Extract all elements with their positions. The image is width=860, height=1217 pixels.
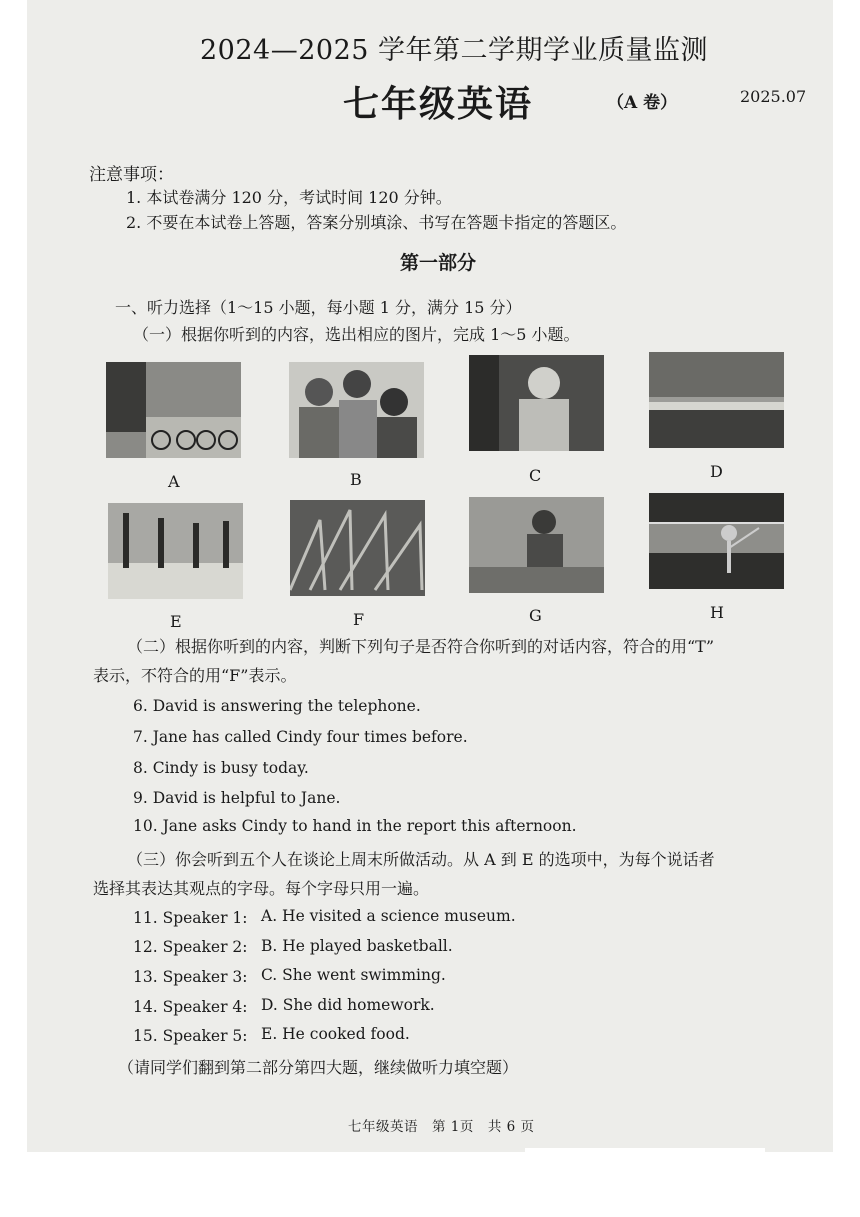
speaker-label: 15. Speaker 5:	[133, 1027, 248, 1045]
speaker-option: A. He visited a science museum.	[261, 907, 516, 925]
sub-instruction-1: （一）根据你听到的内容，选出相应的图片，完成 1～5 小题。	[133, 325, 580, 344]
picture-label: G	[529, 606, 542, 625]
sub-instruction-3: （三）你会听到五个人在谈论上周末所做活动。从 A 到 E 的选项中，为每个说话者	[127, 850, 715, 869]
speaker-option: D. She did homework.	[261, 996, 435, 1014]
tf-item: 8. Cindy is busy today.	[133, 759, 309, 777]
tf-item: 6. David is answering the telephone.	[133, 697, 421, 715]
picture-label: E	[170, 612, 182, 631]
sub-instruction-3-cont: 选择其表达其观点的字母。每个字母只用一遍。	[93, 879, 430, 898]
speaker-option: B. He played basketball.	[261, 937, 453, 955]
exam-date: 2025.07	[740, 87, 807, 106]
notes-heading: 注意事项：	[89, 165, 174, 185]
picture-c-girl	[469, 355, 604, 451]
tf-item: 7. Jane has called Cindy four times before.	[133, 728, 468, 746]
section-heading: 一、听力选择（1～15 小题，每小题 1 分，满分 15 分）	[115, 298, 522, 317]
paper-volume: （A 卷）	[607, 93, 678, 113]
picture-d-field	[649, 352, 784, 448]
note-item: 1. 本试卷满分 120 分，考试时间 120 分钟。	[126, 188, 452, 207]
part-title: 第一部分	[400, 252, 477, 274]
picture-e-trees	[108, 503, 243, 599]
speaker-label: 13. Speaker 3:	[133, 968, 248, 986]
sub-instruction-2: （二）根据你听到的内容，判断下列句子是否符合你听到的对话内容，符合的用“T”	[127, 637, 715, 656]
speaker-label: 14. Speaker 4:	[133, 998, 248, 1016]
speaker-label: 11. Speaker 1:	[133, 909, 248, 927]
picture-label: F	[353, 610, 365, 629]
subject-title: 七年级英语	[343, 83, 534, 125]
tf-item: 10. Jane asks Cindy to hand in the report this afternoon.	[133, 817, 577, 835]
picture-a-cycling	[106, 362, 241, 458]
picture-label: D	[710, 462, 723, 481]
picture-b-friends	[289, 362, 424, 458]
sub-instruction-2-cont: 表示，不符合的用“F”表示。	[93, 666, 297, 685]
speaker-label: 12. Speaker 2:	[133, 938, 248, 956]
tf-item: 9. David is helpful to Jane.	[133, 789, 341, 807]
scan-edge	[525, 1148, 765, 1156]
speaker-option: C. She went swimming.	[261, 966, 446, 984]
listening-note: （请同学们翻到第二部分第四大题，继续做听力填空题）	[118, 1058, 519, 1077]
picture-f-grass	[290, 500, 425, 596]
note-item: 2. 不要在本试卷上答题，答案分别填涂、书写在答题卡指定的答题区。	[126, 213, 627, 232]
exam-title: 2024—2025 学年第二学期学业质量监测	[200, 35, 709, 66]
picture-label: H	[710, 603, 724, 622]
picture-h-badminton	[649, 493, 784, 589]
picture-label: B	[350, 470, 362, 489]
speaker-option: E. He cooked food.	[261, 1025, 410, 1043]
picture-g-cooking	[469, 497, 604, 593]
picture-label: C	[529, 466, 542, 485]
picture-label: A	[168, 472, 180, 491]
page-footer: 七年级英语 第 1页 共 6 页	[348, 1119, 535, 1135]
